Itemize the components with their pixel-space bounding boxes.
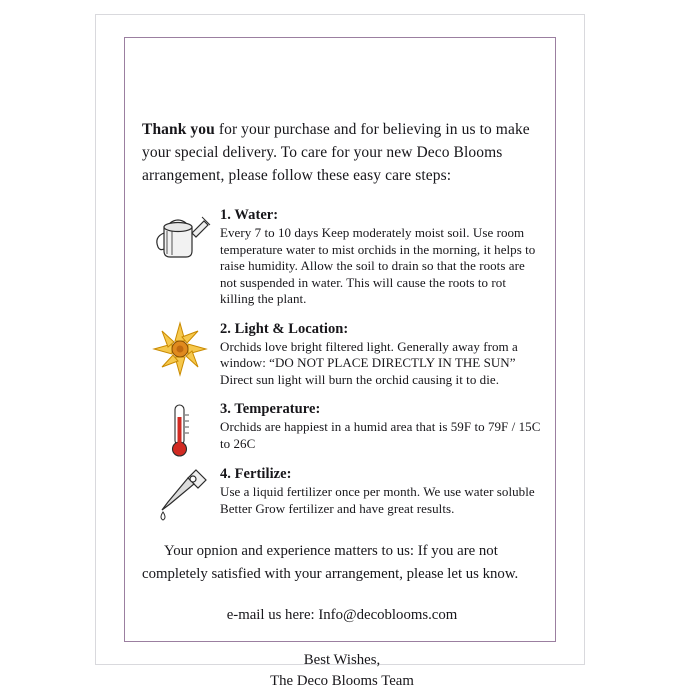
step-body: Orchids are happiest in a humid area that is 59F to 79F / 15C to 26C — [220, 419, 541, 451]
intro-rest: for your purchase and for believing in us to make your special delivery. To care for your new Deco Blooms arrangement, please follow these easy care steps: — [142, 121, 530, 184]
care-steps-list — [142, 207, 542, 518]
step-title: 2. Light & Location: — [220, 320, 349, 337]
email-line: e-mail us here: Info@decoblooms.com — [226, 606, 458, 623]
intro-paragraph — [142, 119, 542, 187]
thermometer-icon — [150, 401, 212, 461]
care-card — [95, 14, 585, 689]
step-title: 1. Water: — [220, 207, 279, 224]
step-body: Every 7 to 10 days Keep moderately moist soil. Use room temperature water to mist orchids in the morning, it helps to raise humidity. Allow the soil to drain so that the roots are not suspended in water. This will cause the roots to rot killing the plant. — [220, 225, 536, 307]
list-item — [142, 466, 542, 518]
list-item — [142, 207, 542, 308]
signoff-line-1: Best Wishes, — [303, 651, 381, 668]
closing-paragraph: Your opnion and experience matters to us: If you are not completely satisfied with your arrangement, please let us know. — [142, 543, 519, 582]
list-item — [142, 401, 542, 453]
sun-flower-icon — [150, 321, 212, 381]
signoff-line-2: The Deco Blooms Team — [270, 672, 414, 689]
intro-lead: Thank you — [142, 121, 215, 138]
signoff — [142, 650, 542, 692]
step-body: Use a liquid fertilizer once per month. We use water soluble Better Grow fertilizer and have great results. — [220, 484, 535, 516]
fertilizer-dropper-icon — [150, 466, 212, 526]
step-title: 3. Temperature: — [220, 401, 321, 418]
step-title: 4. Fertilize: — [220, 466, 292, 483]
card-content — [142, 119, 542, 692]
list-item — [142, 321, 542, 389]
step-body: Orchids love bright filtered light. Generally away from a window: “DO NOT PLACE DIRECTLY IN THE SUN” Direct sun light will burn the orchid causing it to die. — [220, 338, 518, 387]
watering-can-icon — [150, 207, 212, 267]
